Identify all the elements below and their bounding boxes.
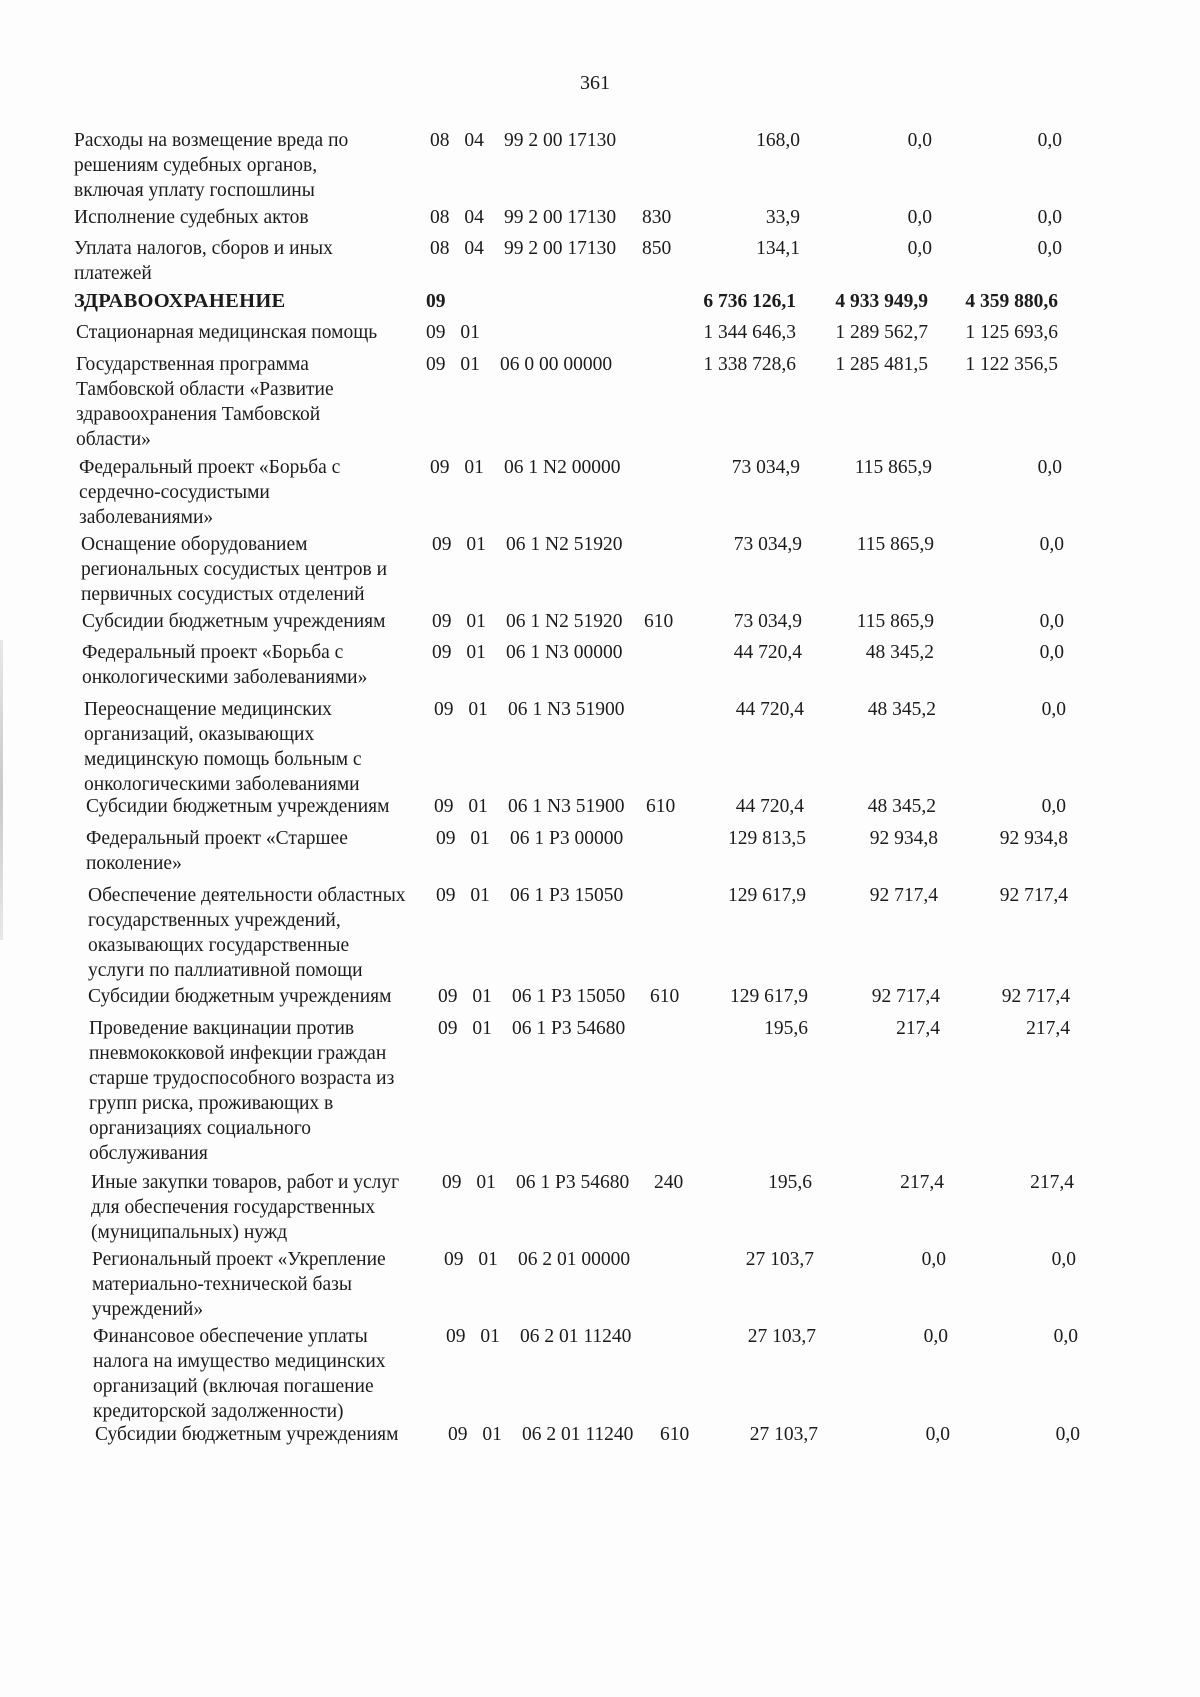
row-amount-2023: 0,0 bbox=[1041, 699, 1066, 720]
row-amount-2023: 0,0 bbox=[1055, 1424, 1080, 1445]
row-name: Субсидии бюджетным учреждениям bbox=[86, 796, 390, 817]
row-section-code: 09 01 bbox=[446, 1326, 500, 1347]
row-amount-2021: 73 034,9 bbox=[733, 534, 802, 555]
row-amount-2022: 0,0 bbox=[907, 130, 932, 151]
row-name: Государственная программа Тамбовской области «Развитие здравоохранения Тамбовской области» bbox=[76, 354, 334, 450]
row-amount-2023: 0,0 bbox=[1041, 796, 1066, 817]
row-section-code: 09 01 bbox=[426, 322, 480, 343]
row-amount-2022: 92 717,4 bbox=[869, 885, 938, 906]
row-target-code: 06 1 P3 00000 bbox=[510, 828, 624, 849]
row-amount-2023: 1 125 693,6 bbox=[965, 322, 1058, 343]
row-target-code: 06 1 N3 00000 bbox=[506, 642, 623, 663]
row-target-code: 06 2 01 00000 bbox=[518, 1249, 631, 1270]
row-amount-2022: 217,4 bbox=[900, 1172, 944, 1193]
row-amount-2023: 92 717,4 bbox=[999, 885, 1068, 906]
row-amount-2022: 0,0 bbox=[907, 207, 932, 228]
row-amount-2023: 0,0 bbox=[1039, 534, 1064, 555]
row-amount-2021: 1 338 728,6 bbox=[703, 354, 796, 375]
row-section-code: 09 01 bbox=[448, 1424, 502, 1445]
row-name: Проведение вакцинации против пневмококковой инфекции граждан старше трудоспособного возраста из групп риска, проживающих в организациях социального обслуживания bbox=[89, 1018, 395, 1164]
row-amount-2022: 92 934,8 bbox=[869, 828, 938, 849]
row-target-code: 99 2 00 17130 bbox=[504, 238, 617, 259]
row-amount-2021: 44 720,4 bbox=[735, 796, 804, 817]
row-section-code: 09 01 bbox=[434, 796, 488, 817]
row-section-code: 09 01 bbox=[434, 699, 488, 720]
row-amount-2021: 129 617,9 bbox=[730, 986, 808, 1007]
row-amount-2021: 134,1 bbox=[756, 238, 800, 259]
row-amount-2021: 129 813,5 bbox=[728, 828, 806, 849]
row-amount-2022: 92 717,4 bbox=[871, 986, 940, 1007]
row-amount-2021: 44 720,4 bbox=[735, 699, 804, 720]
row-amount-2022: 48 345,2 bbox=[867, 796, 936, 817]
row-target-code: 06 1 P3 15050 bbox=[512, 986, 626, 1007]
row-amount-2021: 27 103,7 bbox=[749, 1424, 818, 1445]
row-expense-type: 610 bbox=[644, 611, 674, 632]
row-name: Иные закупки товаров, работ и услуг для обеспечения государственных (муниципальных) нужд bbox=[91, 1172, 400, 1243]
row-amount-2023: 4 359 880,6 bbox=[965, 291, 1058, 312]
row-amount-2023: 92 717,4 bbox=[1001, 986, 1070, 1007]
row-amount-2021: 6 736 126,1 bbox=[703, 291, 796, 312]
scan-edge-shadow bbox=[0, 640, 3, 940]
row-amount-2023: 0,0 bbox=[1037, 207, 1062, 228]
row-target-code: 06 1 N3 51900 bbox=[508, 699, 625, 720]
row-name: Переоснащение медицинских организаций, оказывающих медицинскую помощь больным с онкологическими заболеваниями bbox=[84, 699, 362, 795]
row-amount-2023: 0,0 bbox=[1037, 457, 1062, 478]
row-section-code: 08 04 bbox=[430, 207, 484, 228]
row-amount-2022: 48 345,2 bbox=[865, 642, 934, 663]
row-target-code: 06 2 01 11240 bbox=[522, 1424, 634, 1445]
row-name: Региональный проект «Укрепление материально-технической базы учреждений» bbox=[92, 1249, 386, 1320]
row-amount-2021: 129 617,9 bbox=[728, 885, 806, 906]
row-section-code: 09 01 bbox=[442, 1172, 496, 1193]
row-name: Оснащение оборудованием региональных сосудистых центров и первичных сосудистых отделений bbox=[81, 534, 388, 605]
row-amount-2022: 0,0 bbox=[907, 238, 932, 259]
row-name: Стационарная медицинская помощь bbox=[76, 322, 378, 343]
row-amount-2021: 73 034,9 bbox=[731, 457, 800, 478]
row-amount-2023: 92 934,8 bbox=[999, 828, 1068, 849]
row-name: Субсидии бюджетным учреждениям bbox=[95, 1424, 399, 1445]
row-amount-2022: 48 345,2 bbox=[867, 699, 936, 720]
row-target-code: 06 0 00 00000 bbox=[500, 354, 613, 375]
row-target-code: 06 1 N2 51920 bbox=[506, 611, 623, 632]
row-expense-type: 610 bbox=[646, 796, 676, 817]
row-amount-2023: 0,0 bbox=[1039, 642, 1064, 663]
row-amount-2021: 168,0 bbox=[756, 130, 800, 151]
row-expense-type: 850 bbox=[642, 238, 672, 259]
row-section-code: 09 01 bbox=[430, 457, 484, 478]
row-expense-type: 610 bbox=[660, 1424, 690, 1445]
row-name: Федеральный проект «Борьба с сердечно-сосудистыми заболеваниями» bbox=[79, 457, 341, 528]
row-amount-2023: 0,0 bbox=[1053, 1326, 1078, 1347]
row-amount-2022: 217,4 bbox=[896, 1018, 940, 1039]
row-amount-2021: 33,9 bbox=[765, 207, 800, 228]
row-amount-2022: 0,0 bbox=[923, 1326, 948, 1347]
row-name: ЗДРАВООХРАНЕНИЕ bbox=[74, 290, 286, 312]
row-name: Субсидии бюджетным учреждениям bbox=[82, 611, 386, 632]
row-section-code: 09 01 bbox=[426, 354, 480, 375]
row-amount-2021: 44 720,4 bbox=[733, 642, 802, 663]
row-target-code: 06 1 N3 51900 bbox=[508, 796, 625, 817]
row-amount-2021: 195,6 bbox=[764, 1018, 808, 1039]
row-section-code: 09 01 bbox=[432, 611, 486, 632]
row-name: Федеральный проект «Старшее поколение» bbox=[86, 828, 348, 874]
row-name: Обеспечение деятельности областных государственных учреждений, оказывающих государственные услуги по паллиативной помощи bbox=[88, 885, 406, 981]
row-amount-2021: 27 103,7 bbox=[745, 1249, 814, 1270]
row-section-code: 08 04 bbox=[430, 238, 484, 259]
row-target-code: 06 1 N2 51920 bbox=[506, 534, 623, 555]
row-amount-2021: 73 034,9 bbox=[733, 611, 802, 632]
row-name: Уплата налогов, сборов и иных платежей bbox=[74, 238, 333, 284]
page-number: 361 bbox=[580, 72, 610, 94]
row-amount-2022: 115 865,9 bbox=[856, 611, 934, 632]
row-amount-2022: 0,0 bbox=[921, 1249, 946, 1270]
row-target-code: 06 1 N2 00000 bbox=[504, 457, 621, 478]
row-amount-2023: 0,0 bbox=[1037, 238, 1062, 259]
row-section-code: 09 01 bbox=[438, 986, 492, 1007]
row-section-code: 09 01 bbox=[436, 828, 490, 849]
row-target-code: 06 1 P3 15050 bbox=[510, 885, 624, 906]
row-target-code: 99 2 00 17130 bbox=[504, 207, 617, 228]
row-expense-type: 830 bbox=[642, 207, 672, 228]
row-amount-2021: 1 344 646,3 bbox=[703, 322, 796, 343]
row-expense-type: 610 bbox=[650, 986, 680, 1007]
row-amount-2022: 115 865,9 bbox=[856, 534, 934, 555]
row-name: Расходы на возмещение вреда по решениям судебных органов, включая уплату госпошлины bbox=[74, 130, 349, 201]
row-amount-2022: 0,0 bbox=[925, 1424, 950, 1445]
row-section-code: 09 01 bbox=[436, 885, 490, 906]
row-amount-2022: 1 289 562,7 bbox=[835, 322, 928, 343]
row-amount-2022: 115 865,9 bbox=[854, 457, 932, 478]
row-amount-2023: 217,4 bbox=[1030, 1172, 1074, 1193]
row-amount-2023: 1 122 356,5 bbox=[965, 354, 1058, 375]
row-name: Финансовое обеспечение уплаты налога на имущество медицинских организаций (включая погашение кредиторской задолженности) bbox=[93, 1326, 386, 1422]
row-expense-type: 240 bbox=[654, 1172, 684, 1193]
row-amount-2023: 0,0 bbox=[1037, 130, 1062, 151]
row-amount-2022: 4 933 949,9 bbox=[835, 291, 928, 312]
row-section-code: 09 01 bbox=[438, 1018, 492, 1039]
row-amount-2021: 195,6 bbox=[768, 1172, 812, 1193]
row-amount-2022: 1 285 481,5 bbox=[835, 354, 928, 375]
row-name: Федеральный проект «Борьба с онкологическими заболеваниями» bbox=[82, 642, 368, 688]
row-amount-2023: 0,0 bbox=[1051, 1249, 1076, 1270]
row-section-code: 09 bbox=[426, 291, 446, 312]
row-target-code: 06 2 01 11240 bbox=[520, 1326, 632, 1347]
row-target-code: 06 1 P3 54680 bbox=[512, 1018, 626, 1039]
row-section-code: 09 01 bbox=[432, 642, 486, 663]
row-section-code: 08 04 bbox=[430, 130, 484, 151]
row-section-code: 09 01 bbox=[444, 1249, 498, 1270]
row-name: Исполнение судебных актов bbox=[74, 207, 309, 228]
row-target-code: 99 2 00 17130 bbox=[504, 130, 617, 151]
row-amount-2023: 0,0 bbox=[1039, 611, 1064, 632]
row-name: Субсидии бюджетным учреждениям bbox=[88, 986, 392, 1007]
row-section-code: 09 01 bbox=[432, 534, 486, 555]
row-amount-2021: 27 103,7 bbox=[747, 1326, 816, 1347]
row-amount-2023: 217,4 bbox=[1026, 1018, 1070, 1039]
row-target-code: 06 1 P3 54680 bbox=[516, 1172, 630, 1193]
